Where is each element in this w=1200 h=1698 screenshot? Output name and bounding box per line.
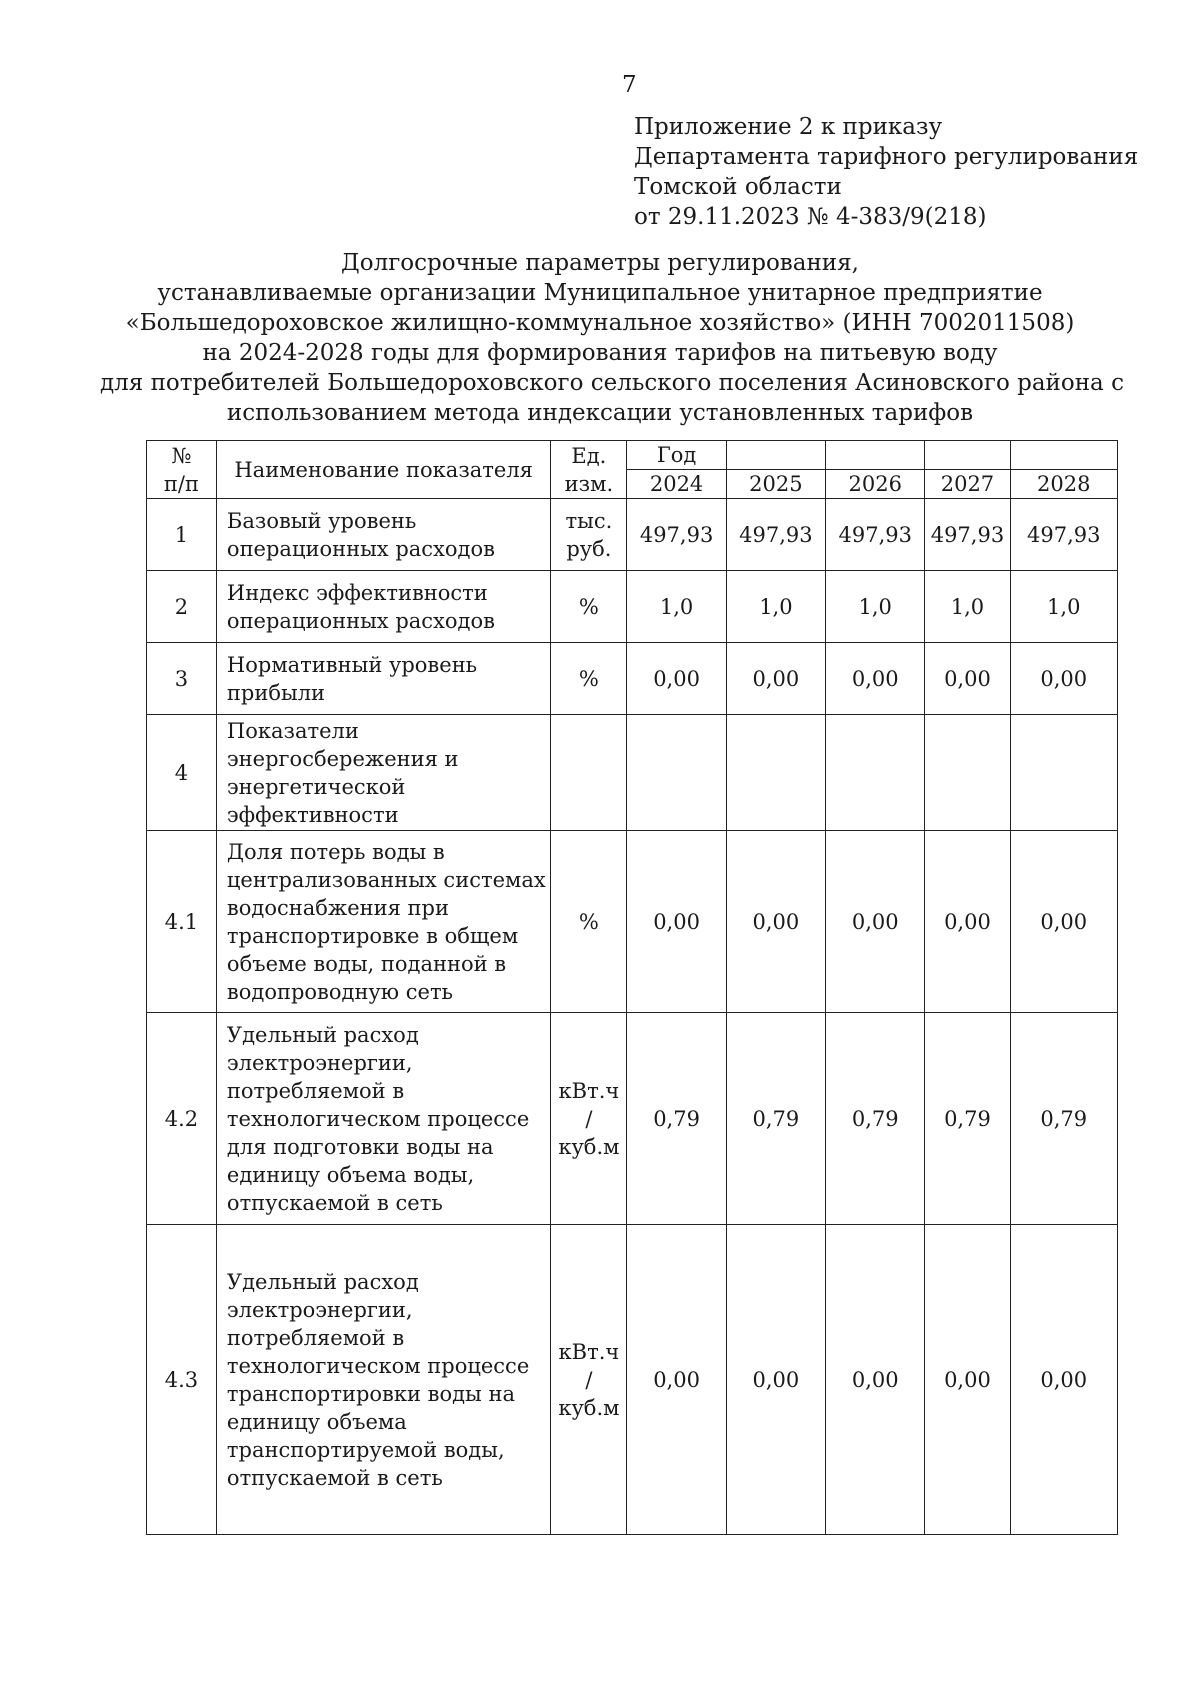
appendix-reference: [634, 112, 1174, 232]
parameters-table: [146, 440, 1118, 1535]
appendix-line: от 29.11.2023 № 4-383/9(218): [634, 204, 987, 230]
row-number: 4.2: [147, 1013, 217, 1225]
indicator-name-line: транспортировке в общем: [226, 923, 519, 948]
row-value-2025: 0,00: [726, 831, 825, 1013]
header-row: [147, 441, 1118, 470]
row-value-2027: 0,00: [925, 643, 1010, 715]
unit-line: кВт.ч: [558, 1339, 620, 1364]
appendix-line: Приложение 2 к приказу: [634, 114, 943, 140]
row-value-2026: [826, 715, 925, 831]
row-value-2025: [726, 715, 825, 831]
row-value-2028: 0,79: [1010, 1013, 1117, 1225]
row-value-2028: 0,00: [1010, 1225, 1117, 1535]
row-value-2027: 0,79: [925, 1013, 1010, 1225]
indicator-name-line: энергетической: [226, 774, 406, 799]
row-indicator-name: [216, 715, 550, 831]
unit-line: куб.м: [558, 1134, 620, 1159]
row-value-2024: 1,0: [627, 571, 726, 643]
row-value-2028: 0,00: [1010, 831, 1117, 1013]
row-value-2028: 1,0: [1010, 571, 1117, 643]
row-indicator-name: [216, 643, 550, 715]
indicator-name-line: Нормативный уровень: [226, 652, 478, 677]
title-line: на 2024-2028 годы для формирования тарифов на питьевую воду: [202, 340, 998, 366]
header-num-line: №: [171, 443, 192, 468]
row-indicator-name: [216, 1225, 550, 1535]
unit-line: руб.: [566, 536, 612, 561]
row-unit: [551, 831, 627, 1013]
indicator-name-line: эффективности: [226, 802, 399, 827]
indicator-name-line: централизованных системах: [226, 867, 546, 892]
header-year-label: Год: [627, 441, 726, 470]
indicator-name-line: транспортировки воды на: [226, 1381, 515, 1406]
unit-line: /: [585, 1106, 593, 1131]
row-number: 4.3: [147, 1225, 217, 1535]
header-num: [147, 441, 217, 499]
row-value-2027: [925, 715, 1010, 831]
row-number: 1: [147, 499, 217, 571]
row-value-2024: 0,00: [627, 643, 726, 715]
row-number: 4.1: [147, 831, 217, 1013]
header-empty-cell: [726, 441, 825, 470]
table-body: [147, 499, 1118, 1535]
table-row: [147, 1013, 1118, 1225]
indicator-name-line: водопроводную сеть: [226, 979, 453, 1004]
row-unit: [551, 643, 627, 715]
header-name: Наименование показателя: [216, 441, 550, 499]
indicator-name-line: потребляемой в: [226, 1325, 405, 1350]
row-value-2026: 1,0: [826, 571, 925, 643]
row-value-2027: 0,00: [925, 1225, 1010, 1535]
row-value-2024: [627, 715, 726, 831]
indicator-name-line: прибыли: [226, 680, 326, 705]
header-num-line: п/п: [163, 471, 199, 496]
document-title: [100, 248, 1124, 428]
header-year: 2025: [726, 470, 825, 499]
row-value-2025: 1,0: [726, 571, 825, 643]
row-value-2024: 0,79: [627, 1013, 726, 1225]
indicator-name-line: Индекс эффективности: [226, 580, 488, 605]
title-line: Долгосрочные параметры регулирования,: [341, 250, 859, 276]
header-unit-line: изм.: [564, 471, 614, 496]
indicator-name-line: электроэнергии,: [226, 1297, 413, 1322]
indicator-name-line: для подготовки воды на: [226, 1134, 494, 1159]
table-row: [147, 643, 1118, 715]
row-value-2028: 497,93: [1010, 499, 1117, 571]
indicator-name-line: Базовый уровень: [226, 508, 417, 533]
indicator-name-line: Удельный расход: [226, 1269, 419, 1294]
unit-line: %: [578, 666, 599, 691]
header-empty-cell: [1010, 441, 1117, 470]
row-value-2028: [1010, 715, 1117, 831]
header-year: 2024: [627, 470, 726, 499]
indicator-name-line: потребляемой в: [226, 1078, 405, 1103]
row-unit: [551, 499, 627, 571]
header-empty-cell: [925, 441, 1010, 470]
appendix-line: Томской области: [634, 174, 842, 200]
unit-line: %: [578, 594, 599, 619]
row-unit: [551, 571, 627, 643]
unit-line: куб.м: [558, 1395, 620, 1420]
row-unit: [551, 1013, 627, 1225]
header-unit-line: Ед.: [571, 443, 607, 468]
page-number: 7: [622, 72, 637, 98]
table-row: [147, 1225, 1118, 1535]
indicator-name-line: Показатели: [226, 718, 359, 743]
indicator-name-line: Доля потерь воды в: [226, 839, 445, 864]
indicator-name-line: технологическом процессе: [226, 1106, 530, 1131]
indicator-name-line: отпускаемой в сеть: [226, 1190, 443, 1215]
table-row: [147, 831, 1118, 1013]
row-number: 4: [147, 715, 217, 831]
indicator-name-line: операционных расходов: [226, 608, 495, 633]
row-indicator-name: [216, 1013, 550, 1225]
title-line: устанавливаемые организации Муниципальное унитарное предприятие: [157, 280, 1043, 306]
row-value-2026: 497,93: [826, 499, 925, 571]
indicator-name-line: технологическом процессе: [226, 1353, 530, 1378]
indicator-name-line: единицу объема воды,: [226, 1162, 475, 1187]
indicator-name-line: объеме воды, поданной в: [226, 951, 507, 976]
indicator-name-line: транспортируемой воды,: [226, 1437, 505, 1462]
indicator-name-line: единицу объема: [226, 1409, 407, 1434]
unit-line: /: [585, 1367, 593, 1392]
title-line: использованием метода индексации установленных тарифов: [226, 400, 974, 426]
row-value-2025: 497,93: [726, 499, 825, 571]
row-value-2024: 0,00: [627, 831, 726, 1013]
row-number: 3: [147, 643, 217, 715]
row-value-2025: 0,79: [726, 1013, 825, 1225]
row-number: 2: [147, 571, 217, 643]
appendix-line: Департамента тарифного регулирования: [634, 144, 1139, 170]
row-value-2027: 0,00: [925, 831, 1010, 1013]
table-row: [147, 715, 1118, 831]
row-value-2024: 497,93: [627, 499, 726, 571]
row-indicator-name: [216, 499, 550, 571]
indicator-name-line: Удельный расход: [226, 1022, 419, 1047]
indicator-name-line: операционных расходов: [226, 536, 495, 561]
indicator-name-line: водоснабжения при: [226, 895, 449, 920]
header-year: 2028: [1010, 470, 1117, 499]
row-unit: [551, 715, 627, 831]
row-value-2026: 0,00: [826, 831, 925, 1013]
table-row: [147, 499, 1118, 571]
row-value-2026: 0,00: [826, 643, 925, 715]
unit-line: %: [578, 909, 599, 934]
row-value-2028: 0,00: [1010, 643, 1117, 715]
header-empty-cell: [826, 441, 925, 470]
row-indicator-name: [216, 571, 550, 643]
header-year: 2026: [826, 470, 925, 499]
row-indicator-name: [216, 831, 550, 1013]
row-value-2025: 0,00: [726, 643, 825, 715]
row-value-2025: 0,00: [726, 1225, 825, 1535]
row-value-2026: 0,00: [826, 1225, 925, 1535]
table-row: [147, 571, 1118, 643]
row-value-2026: 0,79: [826, 1013, 925, 1225]
row-value-2027: 497,93: [925, 499, 1010, 571]
title-line: «Большедороховское жилищно-коммунальное хозяйство» (ИНН 7002011508): [125, 310, 1075, 336]
unit-line: тыс.: [565, 508, 613, 533]
row-unit: [551, 1225, 627, 1535]
header-unit: [551, 441, 627, 499]
header-year: 2027: [925, 470, 1010, 499]
unit-line: кВт.ч: [558, 1078, 620, 1103]
indicator-name-line: электроэнергии,: [226, 1050, 413, 1075]
row-value-2024: 0,00: [627, 1225, 726, 1535]
indicator-name-line: отпускаемой в сеть: [226, 1465, 443, 1490]
title-line: для потребителей Большедороховского сельского поселения Асиновского района с: [100, 370, 1124, 396]
indicator-name-line: энергосбережения и: [226, 746, 459, 771]
row-value-2027: 1,0: [925, 571, 1010, 643]
